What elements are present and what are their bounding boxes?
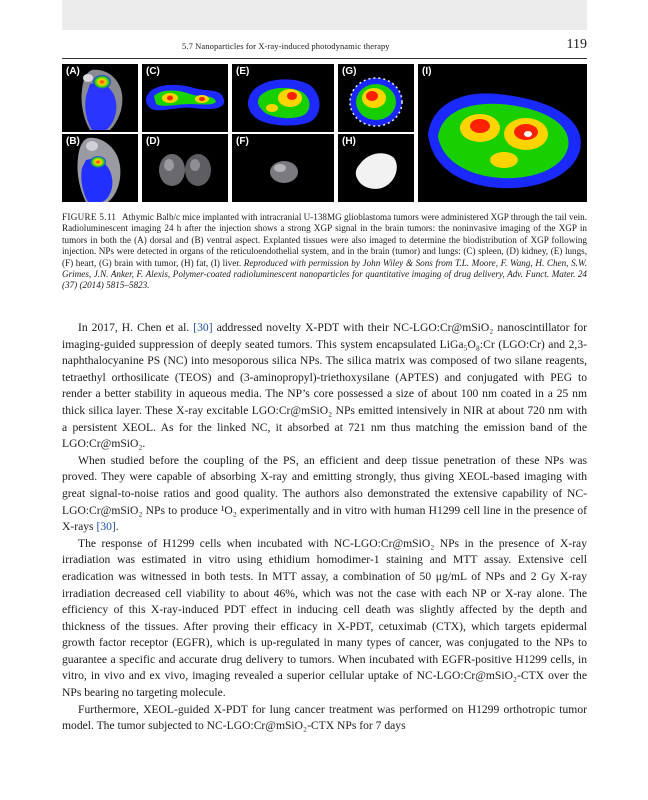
panel-g-brain-tumor <box>338 64 414 132</box>
panel-b-ventral <box>62 134 138 202</box>
panel-label-e: (E) <box>236 66 250 77</box>
panel-label-c: (C) <box>146 66 160 77</box>
page-number: 119 <box>566 37 587 52</box>
paragraph-1-start: In 2017, H. Chen et al. <box>78 321 194 334</box>
panel-i-liver <box>418 64 587 202</box>
paragraph-2 <box>62 453 587 536</box>
paragraph-2-start: When studied before the coupling of the PS, an efficient and deep tissue penetration of these NPs was proved. They were capable of absorbing X-ray and emitting strongly, thus giving XEOL-based imaging with great signal-to-noise ratios and good quality. The authors also demonstrated the extensive capability of NC-LGO:Cr@mSiO₂ NPs to produce ¹O₂ experimentally and in vitro with human H1299 cell line in the presence of X-rays <box>62 453 587 534</box>
panel-a-dorsal <box>62 64 138 132</box>
panel-d-kidney <box>142 134 228 202</box>
caption-credit: Reproduced with permission by John Wiley & Sons from T.L. Moore, F. Wang, H. Chen, S.W. Grimes, J.N. Anker, F. Alexis, Polymer-coated radioluminescent nanoparticles for quantitative imaging of drug delivery, Adv. Funct. Mater. 24 (37) (2014) 5815–5823. <box>62 257 587 291</box>
figure-caption <box>62 212 587 292</box>
panel-label-i: (I) <box>422 66 432 77</box>
paragraph-2-end: . <box>115 520 119 534</box>
panel-label-d: (D) <box>146 136 160 147</box>
citation-30-link[interactable]: [30] <box>193 321 213 334</box>
panel-h-fat <box>338 134 414 202</box>
body-text <box>62 320 587 735</box>
figure-5-11 <box>62 64 587 202</box>
panel-label-b: (B) <box>66 136 80 147</box>
paragraph-4: Furthermore, XEOL-guided X-PDT for lung cancer treatment was performed on H1299 orthotropic tumor model. The tumor subjected to NC-LGO:Cr@mSiO₂-CTX NPs for 7 days <box>62 702 587 733</box>
caption-text: Athymic Balb/c mice implanted with intracranial U-138MG glioblastoma tumors were administered XGP through the tail vein. Radioluminescent imaging 24 h after the injection shows a strong XGP signal in the brain tumors: the noninvasive imaging of the XGP in tumors in both the (A) dorsal and (B) ventral aspect. Explanted tissues were also imaged to determine the biodistribution of XGP following injection. NPs were detected in organs of the reticuloendothelial system, and in the brain (tumor) and lungs: (C) spleen, (D) kidney, (E) lungs, (F) heart, (G) brain with tumor, (H) fat, (I) liver. <box>62 212 587 268</box>
panel-label-f: (F) <box>236 136 249 147</box>
page-top-band <box>62 0 587 30</box>
panel-label-h: (H) <box>342 136 356 147</box>
running-title: 5.7 Nanoparticles for X-ray-induced photodynamic therapy <box>182 41 390 51</box>
panel-e-lungs <box>232 64 334 132</box>
panel-label-g: (G) <box>342 66 357 77</box>
citation-30-link-2[interactable]: [30] <box>96 520 116 534</box>
paragraph-1 <box>62 320 587 453</box>
panel-f-heart <box>232 134 334 202</box>
liver-image <box>418 64 587 202</box>
figure-label: FIGURE 5.11 <box>62 212 117 222</box>
paragraph-3: The response of H1299 cells when incubated with NC-LGO:Cr@mSiO₂ NPs in the presence of X-ray irradiation was estimated in vitro using ethidium homodimer-1 staining and MTT assay. Extensive cell eradication was witnessed in both tests. In MTT assay, a combination of 50 μg/mL of NPs and 2 Gy X-ray irradiation decreased cell viability to about 46%, which was not the case with each NP or X-ray alone. The efficiency of this X-ray-induced PDT effect in inducing cell death was slightly affected by the depth and thickness of the tissues. After proving their efficacy in X-PDT, cetuximab (CTX), which targets epidermal growth factor receptor (EGFR), which is up-regulated in many types of cancer, was conjugated to the NPs to guarantee a specific and accurate drug delivery to tumors. When incubated with EGFR-positive H1299 cells, in vitro, in vivo and ex vivo, imaging revealed a superior cellular uptake of NC-LGO:Cr@mSiO₂-CTX over the NPs bearing no targeting molecule. <box>62 536 587 700</box>
header-rule <box>62 58 587 59</box>
panel-label-a: (A) <box>66 66 80 77</box>
paragraph-1-rest: addressed novelty X-PDT with their NC-LGO:Cr@mSiO₂ nanoscintillator for imaging-guided suppression of deeply seated tumors. This system encapsulated LiGa₅O₈:Cr (LGO:Cr) and 2,3-naphthalocyanine PS (NC) into mesoporous silica NPs. The silica matrix was composed of two silane reagents, tetraethyl orthosilicate (TEOS) and (3-aminopropyl)-triethoxysilane (APTES) and conjugated with PEG to render a better stability in aqueous media. The NP’s core possessed a size of about 100 nm coated in a 25 nm thick silica layer. These X-ray excitable LGO:Cr@mSiO₂ NPs emitted intensively in NIR at about 720 nm with a persistent XEOL. As for the linked NC, it absorbed at 721 nm thus matching the emission band of the LGO:Cr@mSiO₂. <box>62 321 587 451</box>
running-header <box>62 38 587 56</box>
panel-c-spleen <box>142 64 228 132</box>
